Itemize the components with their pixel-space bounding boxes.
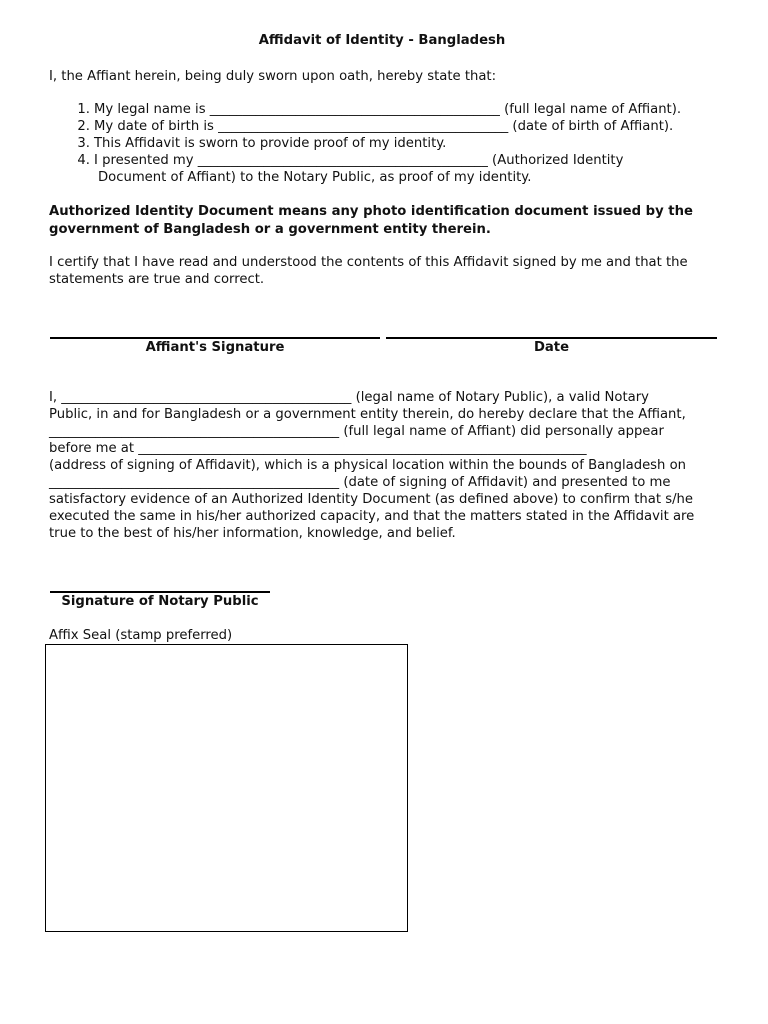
notary-signature-line[interactable] [50,591,270,593]
definition-line: Authorized Identity Document means any photo identification document issued by the [49,204,693,219]
notary-line: satisfactory evidence of an Authorized Identity Document (as defined above) to confirm that s/he [49,492,693,507]
list-number: 2. [77,119,90,134]
notary-line: ____________________________________________ (full legal name of Affiant) did personally appear [49,424,664,439]
list-item [76,136,446,151]
list-item [76,153,623,168]
date-label: Date [533,340,570,355]
notary-line: (address of signing of Affidavit), which is a physical location within the bounds of Bangladesh on [49,458,687,473]
date-line[interactable] [386,337,717,339]
list-item [76,102,681,117]
notary-line: I, ____________________________________________ (legal name of Notary Public), a valid Notary [49,390,649,405]
list-item-continuation: Document of Affiant) to the Notary Public, as proof of my identity. [98,170,532,185]
list-text: This Affidavit is sworn to provide proof of my identity. [94,136,447,151]
seal-label: Affix Seal (stamp preferred) [49,628,233,643]
notary-signature-label: Signature of Notary Public [61,594,259,609]
affiant-signature-label: Affiant's Signature [145,340,285,355]
list-number: 3. [77,136,90,151]
notary-line: Public, in and for Bangladesh or a government entity therein, do hereby declare that the Affiant, [49,407,686,422]
definition-line: government of Bangladesh or a government entity therein. [49,222,491,237]
seal-box [45,644,408,932]
document-title: Affidavit of Identity - Bangladesh [258,33,506,48]
list-text: My date of birth is ____________________________________________ (date of birth of Affiant). [94,119,674,134]
list-text: I presented my ____________________________________________ (Authorized Identity [94,153,624,168]
list-item [76,119,673,134]
list-number: 1. [77,102,90,117]
notary-line: ____________________________________________ (date of signing of Affidavit) and presented to me [49,475,671,490]
certify-line: I certify that I have read and understood the contents of this Affidavit signed by me and that the [49,255,688,270]
intro-statement: I, the Affiant herein, being duly sworn upon oath, hereby state that: [49,69,497,84]
list-number: 4. [77,153,90,168]
affiant-signature-line[interactable] [50,337,380,339]
notary-line: executed the same in his/her authorized capacity, and that the matters stated in the Affidavit are [49,509,695,524]
certify-line: statements are true and correct. [49,272,265,287]
notary-line: true to the best of his/her information, knowledge, and belief. [49,526,456,541]
list-text: My legal name is ____________________________________________ (full legal name of Affiant). [94,102,682,117]
notary-line: before me at ____________________________________________________________________ [49,441,587,456]
